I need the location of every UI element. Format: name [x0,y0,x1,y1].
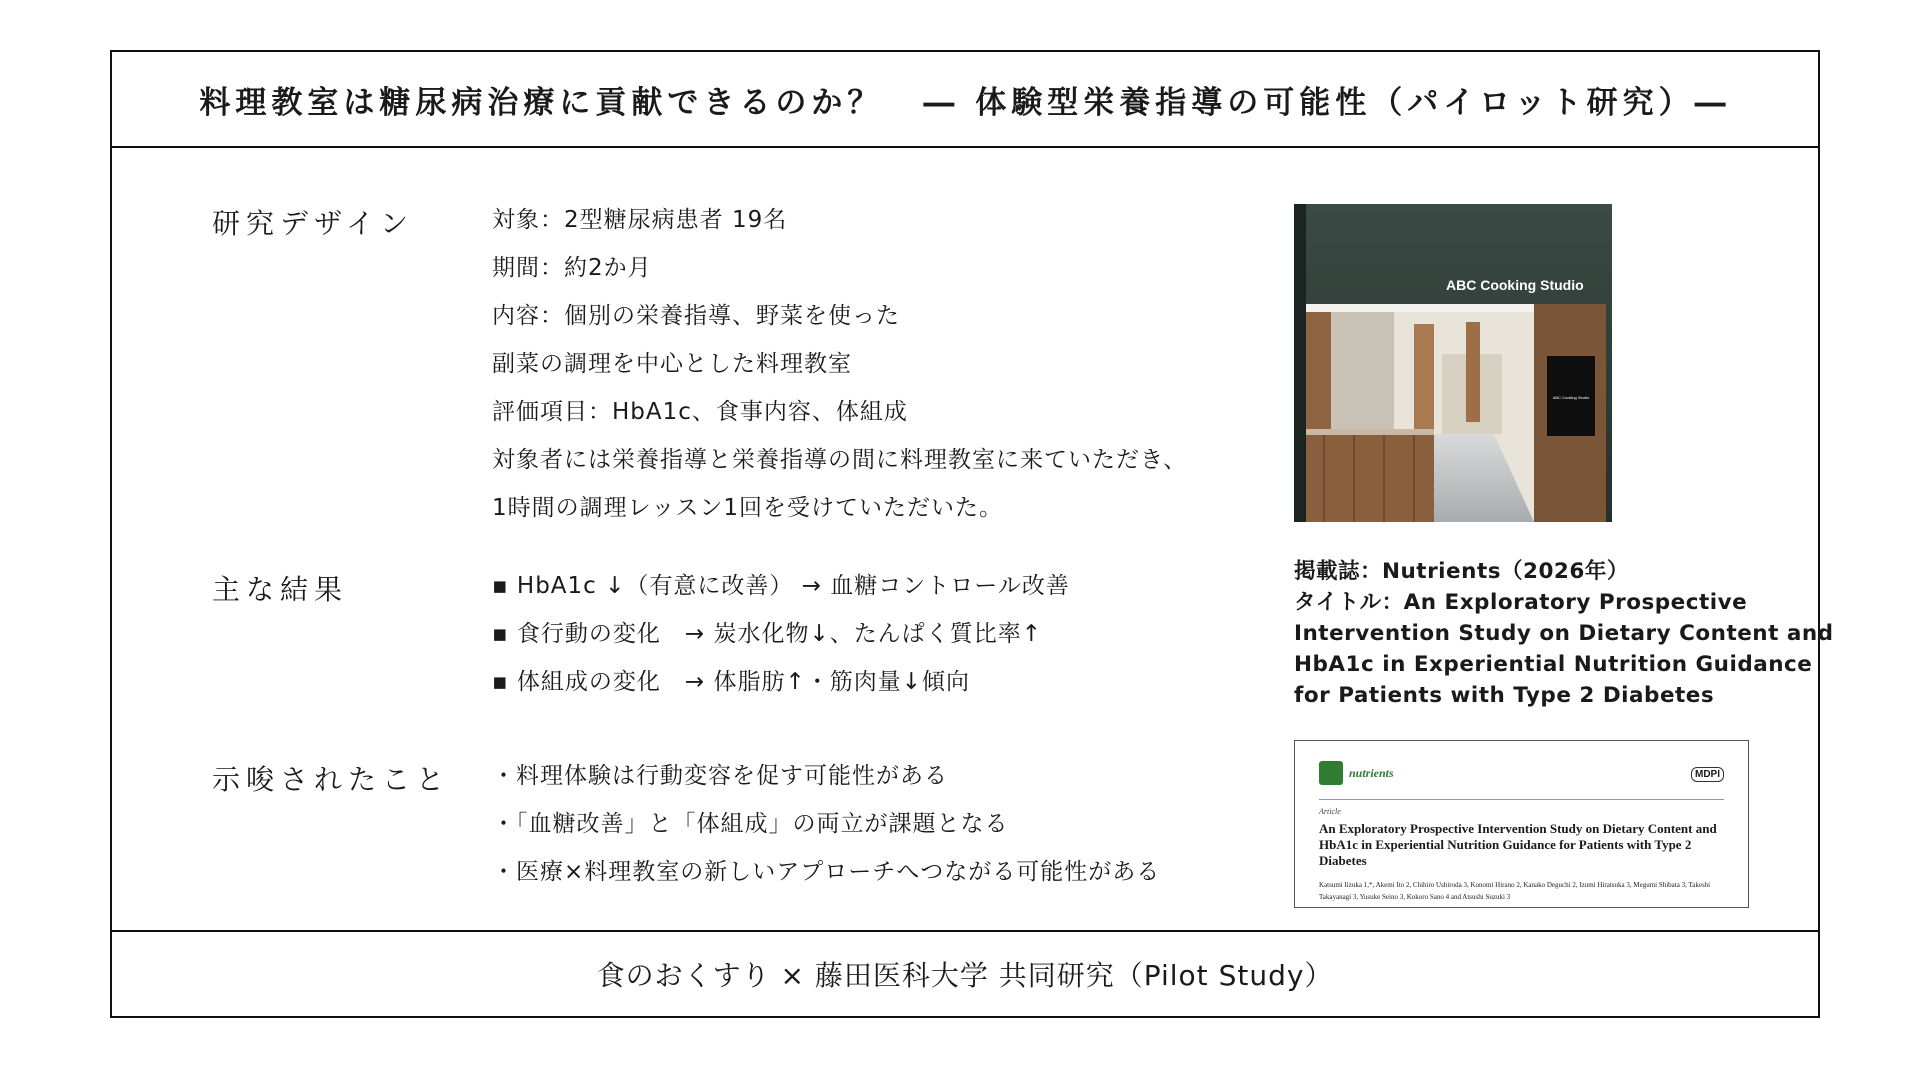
result-line: ▪ 食行動の変化 → 炭水化物↓、たんぱく質比率↑ [492,621,1043,647]
publication-line: 掲載誌：Nutrients（2026年） [1294,559,1629,584]
footer-bar [112,930,1818,1016]
implication-line: ・料理体験は行動変容を促す可能性がある [492,763,948,789]
paper-divider [1319,799,1724,800]
result-line: ▪ 体組成の変化 → 体脂肪↑・筋肉量↓傾向 [492,669,971,695]
results-lines [492,562,1070,706]
section-label-results: 主な結果 [212,573,349,606]
footer-text: 食のおくすり × 藤田医科大学 共同研究（Pilot Study） [596,959,1334,992]
publication-line: for Patients with Type 2 Diabetes [1294,683,1715,708]
publication-line: タイトル：An Exploratory Prospective [1294,590,1748,615]
paper-authors: Katsumi Iizuka 1,*, Akemi Ito 2, Chihiro Ushiroda 3, Konomi Hirano 2, Kanako Deguchi 2, Izumi Hiratsuka 3, Megumi Shibata 3, Takeshi Takayanagi 3, Yusuke Seino 3, Kokoro Sano 4 and Atsushi Suzuki 3 [1319,881,1711,901]
title-bar [112,52,1818,148]
article-label: Article [1319,807,1341,816]
publication-line: Intervention Study on Dietary Content and [1294,621,1834,646]
design-line: 対象者には栄養指導と栄養指導の間に料理教室に来ていただき、 [492,447,1188,473]
design-line: 対象：2型糖尿病患者 19名 [492,207,788,233]
studio-sign-text: ABC Cooking Studio [1446,277,1584,293]
implications-lines [492,752,1160,896]
publication-line: HbA1c in Experiential Nutrition Guidance [1294,652,1813,677]
cooking-studio-photo [1294,204,1612,522]
implication-line: ・「血糖改善」と「体組成」の両立が課題となる [492,811,1009,837]
design-line: 副菜の調理を中心とした料理教室 [492,351,852,377]
design-line: 内容：個別の栄養指導、野菜を使った [492,303,900,329]
slide-frame [110,50,1834,1018]
journal-logo [1319,761,1394,785]
implication-line: ・医療×料理教室の新しいアプローチへつながる可能性がある [492,859,1161,885]
publication-info [1294,556,1834,711]
paper-thumbnail [1294,740,1749,908]
paper-title: An Exploratory Prospective Intervention Study on Dietary Content and HbA1c in Experiential Nutrition Guidance for Patients with Type 2 Diabetes [1319,821,1717,868]
journal-name: nutrients [1349,765,1394,780]
section-label-design: 研究デザイン [212,207,415,240]
design-lines [492,196,1187,532]
studio-screen-text: ABC Cooking Studio [1552,395,1590,400]
nutrients-logo-icon [1319,761,1343,785]
result-line: ▪ HbA1c ↓（有意に改善） → 血糖コントロール改善 [492,573,1070,599]
design-line: 評価項目：HbA1c、食事内容、体組成 [492,399,908,425]
slide-subtitle: ― 体験型栄養指導の可能性（パイロット研究）― [923,84,1731,121]
design-line: 1時間の調理レッスン1回を受けていただいた。 [492,495,1004,521]
publisher-logo: MDPI [1691,767,1724,782]
section-label-implications: 示唆されたこと [212,763,451,796]
design-line: 期間：約2か月 [492,255,652,281]
slide-title: 料理教室は糖尿病治療に貢献できるのか？ [199,84,884,121]
